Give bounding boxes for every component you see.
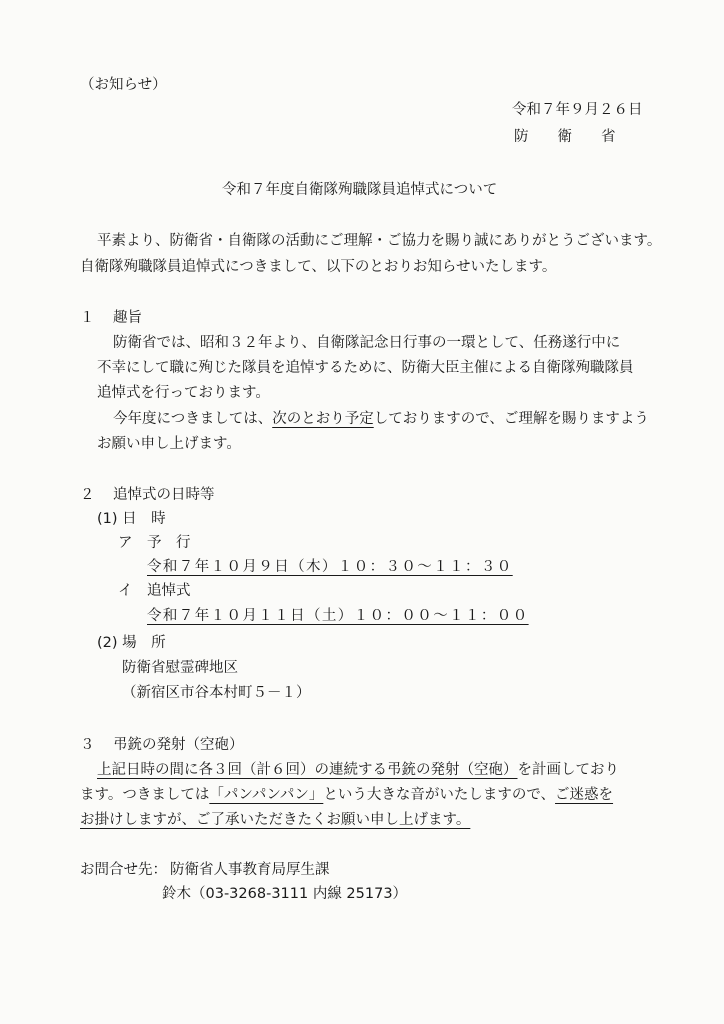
document-title: 令和７年度自衛隊殉職隊員追悼式について (222, 182, 498, 198)
section3-heading: 弔銃の発射（空砲） (113, 737, 244, 753)
section3-line-2-pre: ます。つきましては (80, 787, 210, 803)
section1-line-4 (113, 408, 649, 430)
section1-line-4-post: しておりますので、ご理解を賜りますよう (373, 411, 649, 427)
section2-heading: 追悼式の日時等 (113, 487, 215, 503)
issue-date: 令和７年９月２６日 (512, 102, 643, 118)
section3-line-2-mid: という大きな音がいたしますので、 (323, 787, 556, 803)
ceremony-label: イ 追悼式 (118, 583, 191, 599)
section3-line-2-underlined-2: ご迷惑を (555, 787, 614, 803)
section1-heading: 趣旨 (113, 310, 142, 326)
section1-line-3: 追悼式を行っております。 (97, 385, 270, 401)
rehearsal-label: ア 予 行 (118, 535, 191, 551)
section3-line-2-underlined-1: 「パンパンパン」 (209, 787, 324, 803)
contact-label: お問合せ先： (80, 862, 167, 878)
section3-line-1-post: を計画しており (517, 762, 619, 778)
venue-address: （新宿区市谷本村町５－１） (122, 685, 311, 701)
section1-number: １ (80, 310, 95, 326)
intro-line-1: 平素より、防衛省・自衛隊の活動にご理解・ご協力を賜り誠にありがとうございます。 (97, 233, 662, 249)
section3-number: ３ (80, 737, 95, 753)
venue-name: 防衛省慰霊碑地区 (122, 660, 238, 676)
contact-department: 防衛省人事教育局厚生課 (170, 862, 330, 878)
section3-line-1-underlined: 上記日時の間に各３回（計６回）の連続する弔銃の発射（空砲） (97, 762, 518, 778)
section1-line-4-underlined: 次のとおり予定 (272, 411, 374, 427)
section2-sub2-label: (2) 場 所 (97, 635, 166, 651)
section2-sub1-label: (1) 日 時 (97, 511, 166, 527)
notice-label: （お知らせ） (80, 77, 167, 93)
section2-number: ２ (80, 487, 95, 503)
section3-line-3: お掛けしますが、ご了承いただきたくお願い申し上げます。 (80, 812, 471, 828)
section1-line-1: 防衛省では、昭和３２年より、自衛隊記念日行事の一環として、任務遂行中に (113, 335, 621, 351)
section3-line-2 (80, 784, 613, 806)
issuer: 防 衛 省 (514, 129, 616, 145)
rehearsal-datetime: 令和７年１０月９日（木）１０：３０～１１：３０ (147, 559, 513, 575)
section3-line-1 (97, 759, 619, 781)
section1-line-5: お願い申し上げます。 (97, 436, 241, 452)
section1-line-2: 不幸にして職に殉じた隊員を追悼するために、防衛大臣主催による自衛隊殉職隊員 (97, 360, 634, 376)
contact-person: 鈴木（03-3268-3111 内線 25173） (162, 886, 408, 902)
intro-line-2: 自衛隊殉職隊員追悼式につきまして、以下のとおりお知らせいたします。 (80, 259, 557, 275)
ceremony-datetime: 令和７年１０月１１日（土）１０：００～１１：００ (147, 608, 529, 624)
section1-line-4-pre: 今年度につきましては、 (113, 411, 273, 427)
